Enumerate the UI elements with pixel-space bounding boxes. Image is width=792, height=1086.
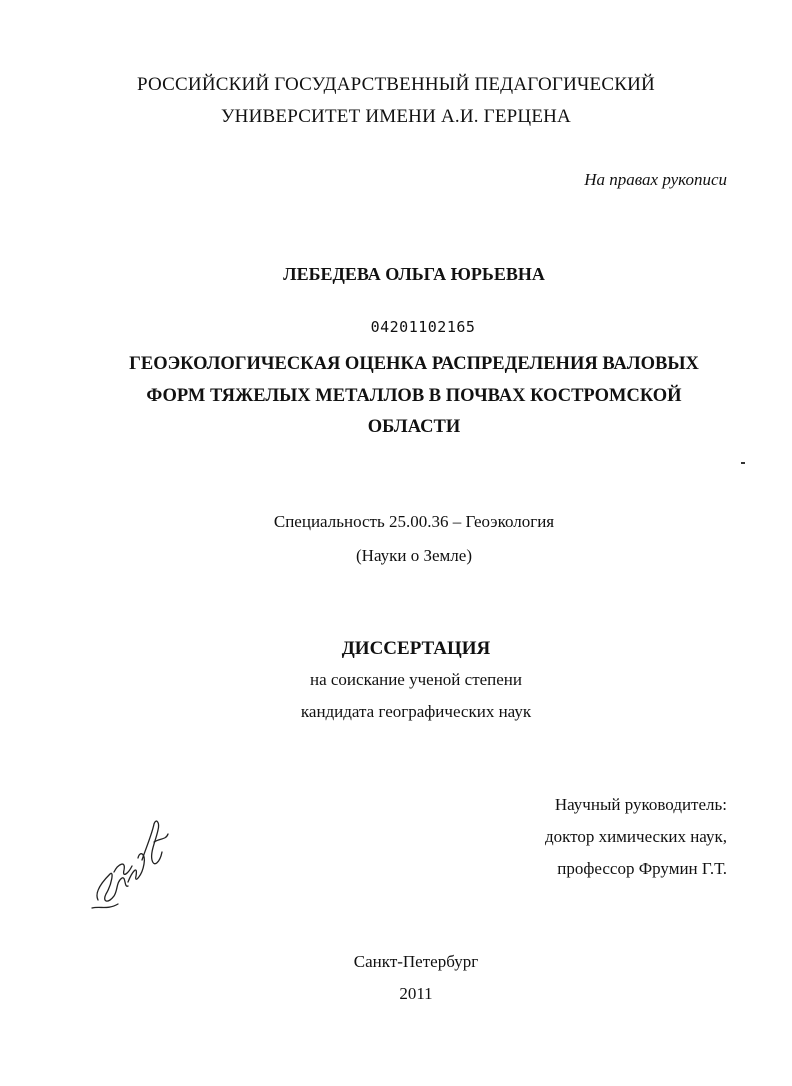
title-line-1: ГЕОЭКОЛОГИЧЕСКАЯ ОЦЕНКА РАСПРЕДЕЛЕНИЯ ВАЛОВЫХ	[129, 354, 699, 374]
title-line-2: ФОРМ ТЯЖЕЛЫХ МЕТАЛЛОВ В ПОЧВАХ КОСТРОМСКОЙ	[146, 386, 682, 406]
author-name: ЛЕБЕДЕВА ОЛЬГА ЮРЬЕВНА	[283, 264, 545, 284]
degree-line-1: на соискание ученой степени	[309, 670, 523, 689]
handwritten-signature	[88, 812, 173, 917]
specialty-line: Специальность 25.00.36 – Геоэкология	[273, 512, 555, 531]
university-name-line-1: РОССИЙСКИЙ ГОСУДАРСТВЕННЫЙ ПЕДАГОГИЧЕСКИЙ	[137, 74, 655, 95]
catalog-code: 04201102165	[370, 318, 476, 336]
science-field: (Науки о Земле)	[356, 546, 472, 565]
supervisor-label: Научный руководитель:	[554, 795, 727, 814]
scan-speck	[741, 462, 745, 464]
year: 2011	[399, 984, 433, 1003]
university-name-line-2: УНИВЕРСИТЕТ ИМЕНИ А.И. ГЕРЦЕНА	[221, 106, 571, 127]
degree-line-2: кандидата географических наук	[300, 702, 532, 721]
city: Санкт-Петербург	[353, 952, 479, 971]
supervisor-degree: доктор химических наук,	[544, 827, 727, 846]
manuscript-rights-note: На правах рукописи	[584, 170, 727, 189]
title-line-3: ОБЛАСТИ	[367, 417, 461, 437]
work-type: ДИССЕРТАЦИЯ	[341, 638, 491, 659]
supervisor-name: профессор Фрумин Г.Т.	[557, 859, 727, 878]
